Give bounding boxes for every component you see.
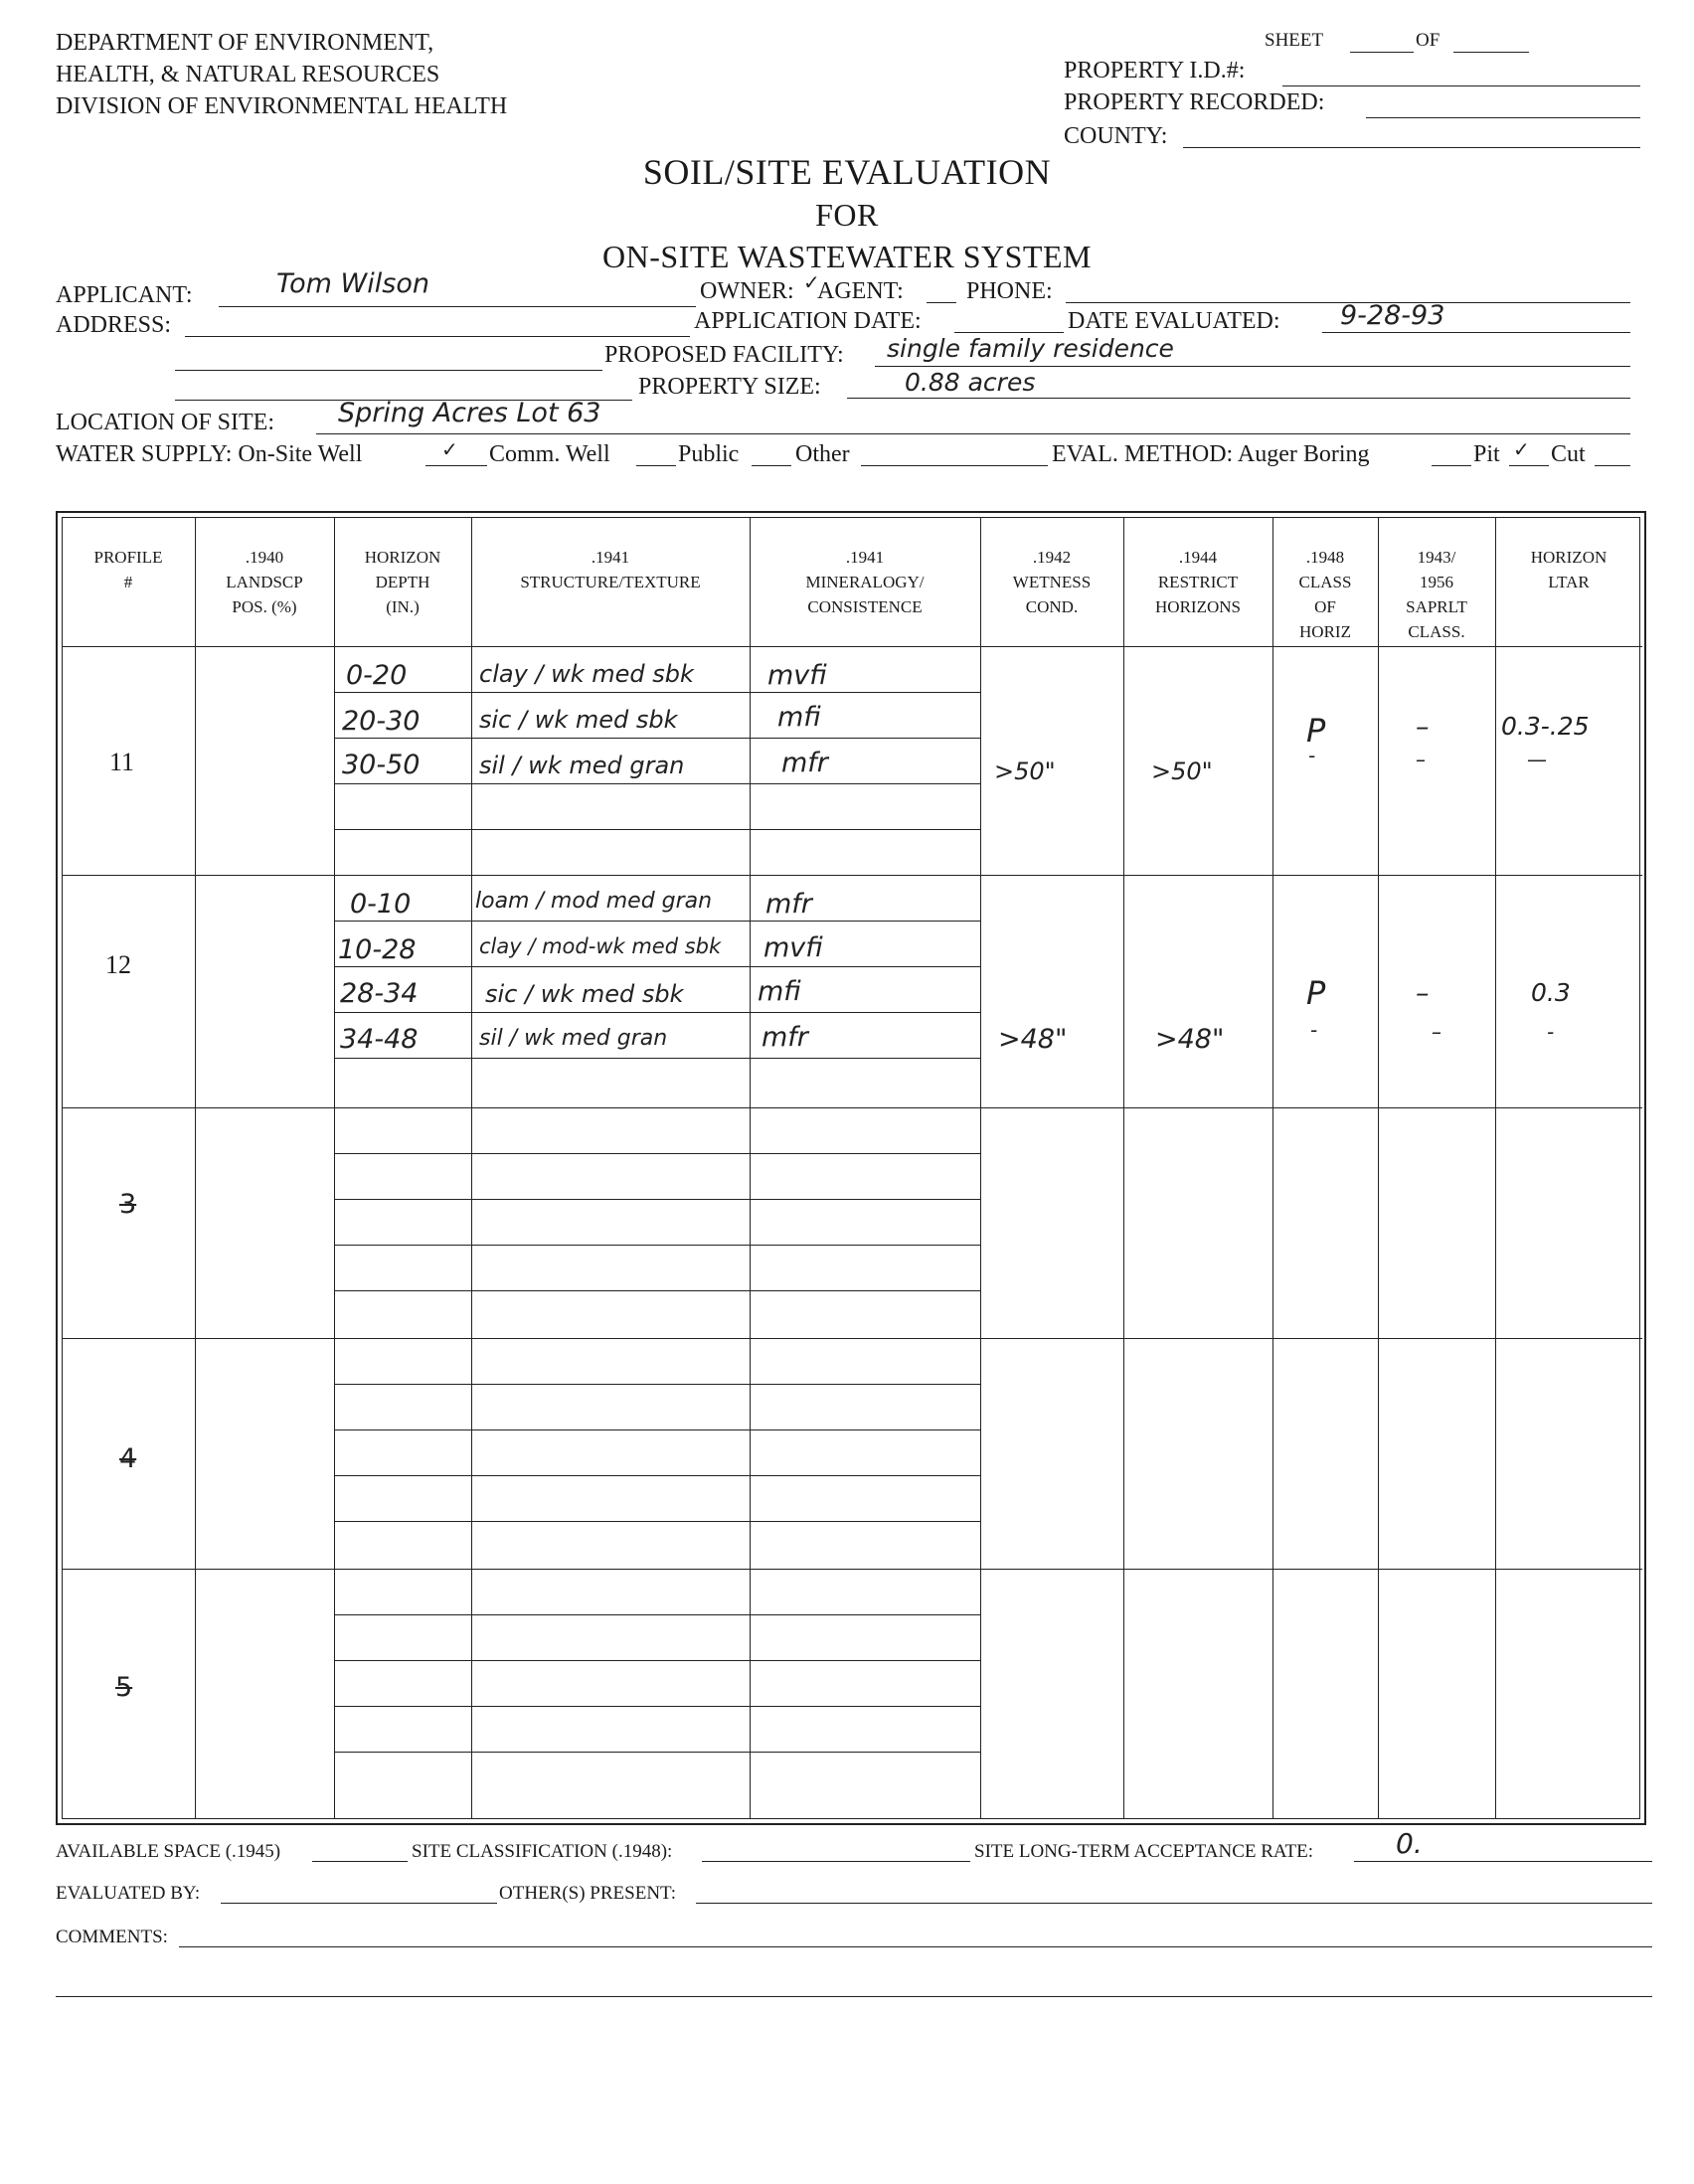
horizon-structure: sil / wk med gran [479, 752, 685, 779]
horizon-mineralogy: mfr [781, 748, 828, 778]
row-line [334, 1199, 980, 1200]
saprolite-class: – [1416, 712, 1430, 743]
horizon-mineralogy: mfr [765, 889, 812, 920]
col-divider [1378, 517, 1379, 1819]
comments-field-line-2[interactable] [56, 1996, 1652, 1997]
county-label: COUNTY: [1064, 123, 1168, 149]
property-recorded-field[interactable] [1366, 117, 1640, 118]
owner-label: OWNER: [700, 278, 794, 304]
dept-line-1: DEPARTMENT OF ENVIRONMENT, [56, 30, 434, 56]
row-line [334, 1706, 980, 1707]
col-header-depth: HORIZON DEPTH (IN.) [364, 548, 441, 616]
horizon-class: P [1306, 712, 1326, 750]
horizon-depth: 0-20 [346, 660, 408, 691]
comments-field[interactable] [179, 1946, 1652, 1947]
site-classification-label: SITE CLASSIFICATION (.1948): [412, 1841, 673, 1862]
agent-label: AGENT: [817, 278, 904, 304]
horizon-depth: 20-30 [342, 706, 421, 737]
date-evaluated-label: DATE EVALUATED: [1068, 308, 1280, 334]
row-line [334, 1384, 980, 1385]
evaluated-by-label: EVALUATED BY: [56, 1883, 201, 1904]
horizon-structure: clay / wk med sbk [479, 660, 694, 688]
row-line [334, 1058, 980, 1059]
row-line [334, 966, 980, 967]
profile-number: 12 [105, 950, 131, 979]
date-evaluated-field[interactable] [1322, 332, 1630, 333]
profile-divider [62, 1569, 1642, 1570]
pit-field[interactable] [1509, 465, 1549, 466]
profile-divider [62, 1338, 1642, 1339]
location-value: Spring Acres Lot 63 [338, 398, 601, 428]
col-header-wetness: .1942 WETNESS COND. [1012, 548, 1092, 616]
auger-boring-field[interactable] [1432, 465, 1471, 466]
col-divider [750, 517, 751, 1819]
restrict-horizons: >48" [1155, 1024, 1225, 1055]
col-divider [471, 517, 472, 1819]
col-divider [1495, 517, 1496, 1819]
horizon-depth: 28-34 [340, 978, 419, 1009]
evaluation-table [56, 511, 1646, 1825]
horizon-structure: clay / mod-wk med sbk [479, 934, 722, 958]
pit-label: Pit [1473, 441, 1500, 467]
row-line [334, 1475, 980, 1476]
property-size-value: 0.88 acres [905, 368, 1036, 397]
class-dash: - [1308, 744, 1316, 767]
form-subtitle: ON-SITE WASTEWATER SYSTEM [602, 239, 1092, 274]
comm-well-field[interactable] [636, 465, 676, 466]
location-field[interactable] [316, 433, 1630, 434]
phone-label: PHONE: [966, 278, 1053, 304]
onsite-well-check: ✓ [441, 437, 458, 461]
col-header-profile: PROFILE # [93, 548, 163, 591]
property-size-field[interactable] [847, 398, 1630, 399]
col-divider [195, 517, 196, 1819]
address-field[interactable] [185, 336, 690, 337]
dept-line-3: DIVISION OF ENVIRONMENTAL HEALTH [56, 93, 508, 119]
col-header-restrict: .1944 RESTRICT HORIZONS [1155, 548, 1241, 616]
other-label: Other [795, 441, 850, 467]
col-divider [1272, 517, 1273, 1819]
wetness-condition: >50" [994, 757, 1056, 785]
county-field[interactable] [1183, 147, 1640, 148]
ltar-label: SITE LONG-TERM ACCEPTANCE RATE: [974, 1841, 1314, 1862]
date-evaluated-value: 9-28-93 [1340, 300, 1445, 331]
application-date-field[interactable] [954, 332, 1064, 333]
property-recorded-label: PROPERTY RECORDED: [1064, 89, 1325, 115]
col-divider [1123, 517, 1124, 1819]
col-header-landscape: .1940 LANDSCP POS. (%) [226, 548, 303, 616]
application-date-label: APPLICATION DATE: [694, 308, 922, 334]
horizon-class: P [1306, 974, 1326, 1012]
horizon-depth: 0-10 [350, 889, 412, 920]
ltar-dash: - [1547, 1020, 1555, 1044]
available-space-label: AVAILABLE SPACE (.1945) [56, 1841, 281, 1862]
col-header-class: .1948 CLASS OF HORIZ [1298, 548, 1352, 641]
eval-method-label: EVAL. METHOD: Auger Boring [1052, 441, 1370, 467]
horizon-mineralogy: mvfi [767, 660, 827, 691]
cut-field[interactable] [1595, 465, 1630, 466]
owner-check: ✓ [803, 270, 820, 294]
water-supply-label: WATER SUPPLY: On-Site Well [56, 441, 363, 467]
horizon-structure: sic / wk med sbk [479, 706, 678, 734]
restrict-horizons: >50" [1151, 757, 1213, 785]
horizon-structure: loam / mod med gran [475, 889, 713, 914]
horizon-mineralogy: mfi [777, 702, 821, 733]
horizon-structure: sic / wk med sbk [485, 980, 684, 1008]
saprolite-dash: – [1432, 1020, 1441, 1044]
others-present-field[interactable] [696, 1903, 1652, 1904]
public-field[interactable] [752, 465, 791, 466]
profile-divider [62, 1107, 1642, 1108]
cut-label: Cut [1551, 441, 1586, 467]
agent-field[interactable] [927, 302, 956, 303]
onsite-well-field[interactable] [425, 465, 487, 466]
horizon-ltar: 0.3 [1531, 978, 1571, 1007]
other-field[interactable] [861, 465, 1048, 466]
col-header-structure: .1941 STRUCTURE/TEXTURE [520, 548, 701, 591]
ltar-value: 0. [1396, 1827, 1423, 1860]
col-header-mineralogy: .1941 MINERALOGY/ CONSISTENCE [805, 548, 925, 616]
saprolite-class: – [1416, 978, 1430, 1009]
location-label: LOCATION OF SITE: [56, 410, 274, 435]
col-divider [980, 517, 981, 1819]
row-line [334, 1153, 980, 1154]
of-field[interactable] [1453, 52, 1529, 53]
horizon-ltar: 0.3-.25 [1501, 712, 1590, 741]
available-space-field[interactable] [312, 1861, 408, 1862]
horizon-depth: 10-28 [338, 934, 417, 965]
row-line [334, 921, 980, 922]
row-line [334, 1245, 980, 1246]
proposed-facility-label: PROPOSED FACILITY: [604, 342, 844, 368]
applicant-field[interactable] [219, 306, 696, 307]
dept-line-2: HEALTH, & NATURAL RESOURCES [56, 62, 440, 87]
comm-well-label: Comm. Well [489, 441, 610, 467]
row-line [334, 1521, 980, 1522]
row-line [334, 1614, 980, 1615]
of-label: OF [1416, 30, 1440, 51]
applicant-label: APPLICANT: [56, 282, 193, 308]
header-divider [62, 646, 1642, 647]
profile-number: 3 [119, 1189, 137, 1220]
horizon-mineralogy: mfr [762, 1022, 808, 1053]
horizon-mineralogy: mvfi [763, 932, 823, 963]
sheet-field[interactable] [1350, 52, 1414, 53]
applicant-value: Tom Wilson [276, 268, 429, 299]
wetness-condition: >48" [998, 1024, 1068, 1055]
profile-number: 4 [119, 1443, 137, 1474]
property-id-label: PROPERTY I.D.#: [1064, 58, 1246, 84]
table-inner-border [62, 517, 1640, 1819]
row-line [334, 1290, 980, 1291]
site-classification-field[interactable] [702, 1861, 970, 1862]
proposed-facility-field[interactable] [875, 366, 1630, 367]
row-line [334, 1429, 980, 1430]
pit-check: ✓ [1513, 437, 1530, 461]
row-line [334, 783, 980, 784]
col-header-ltar: HORIZON LTAR [1530, 548, 1608, 591]
comments-label: COMMENTS: [56, 1927, 168, 1947]
address-line-2[interactable] [175, 370, 602, 371]
ltar-dash: — [1527, 748, 1547, 771]
sheet-label: SHEET [1265, 30, 1324, 51]
horizon-mineralogy: mfi [758, 976, 801, 1007]
row-line [334, 692, 980, 693]
profile-number: 11 [109, 748, 135, 776]
ltar-field[interactable] [1354, 1861, 1652, 1862]
row-line [334, 738, 980, 739]
evaluated-by-field[interactable] [221, 1903, 497, 1904]
profile-number: 5 [115, 1672, 133, 1703]
row-line [334, 829, 980, 830]
row-line [334, 1660, 980, 1661]
horizon-depth: 30-50 [342, 750, 421, 780]
horizon-depth: 34-48 [340, 1024, 419, 1055]
col-divider [334, 517, 335, 1819]
property-id-field[interactable] [1282, 85, 1640, 86]
property-size-label: PROPERTY SIZE: [638, 374, 821, 400]
profile-divider [62, 875, 1642, 876]
horizon-structure: sil / wk med gran [479, 1026, 668, 1051]
proposed-facility-value: single family residence [887, 334, 1174, 363]
col-header-saprolite: 1943/ 1956 SAPRLT CLASS. [1406, 548, 1467, 641]
row-line [334, 1752, 980, 1753]
form-title: SOIL/SITE EVALUATION [642, 152, 1052, 192]
others-present-label: OTHER(S) PRESENT: [499, 1883, 676, 1904]
address-label: ADDRESS: [56, 312, 172, 338]
class-dash: - [1310, 1018, 1318, 1042]
public-label: Public [678, 441, 740, 467]
form-title-for: FOR [815, 197, 879, 233]
row-line [334, 1012, 980, 1013]
saprolite-dash: – [1416, 748, 1426, 771]
